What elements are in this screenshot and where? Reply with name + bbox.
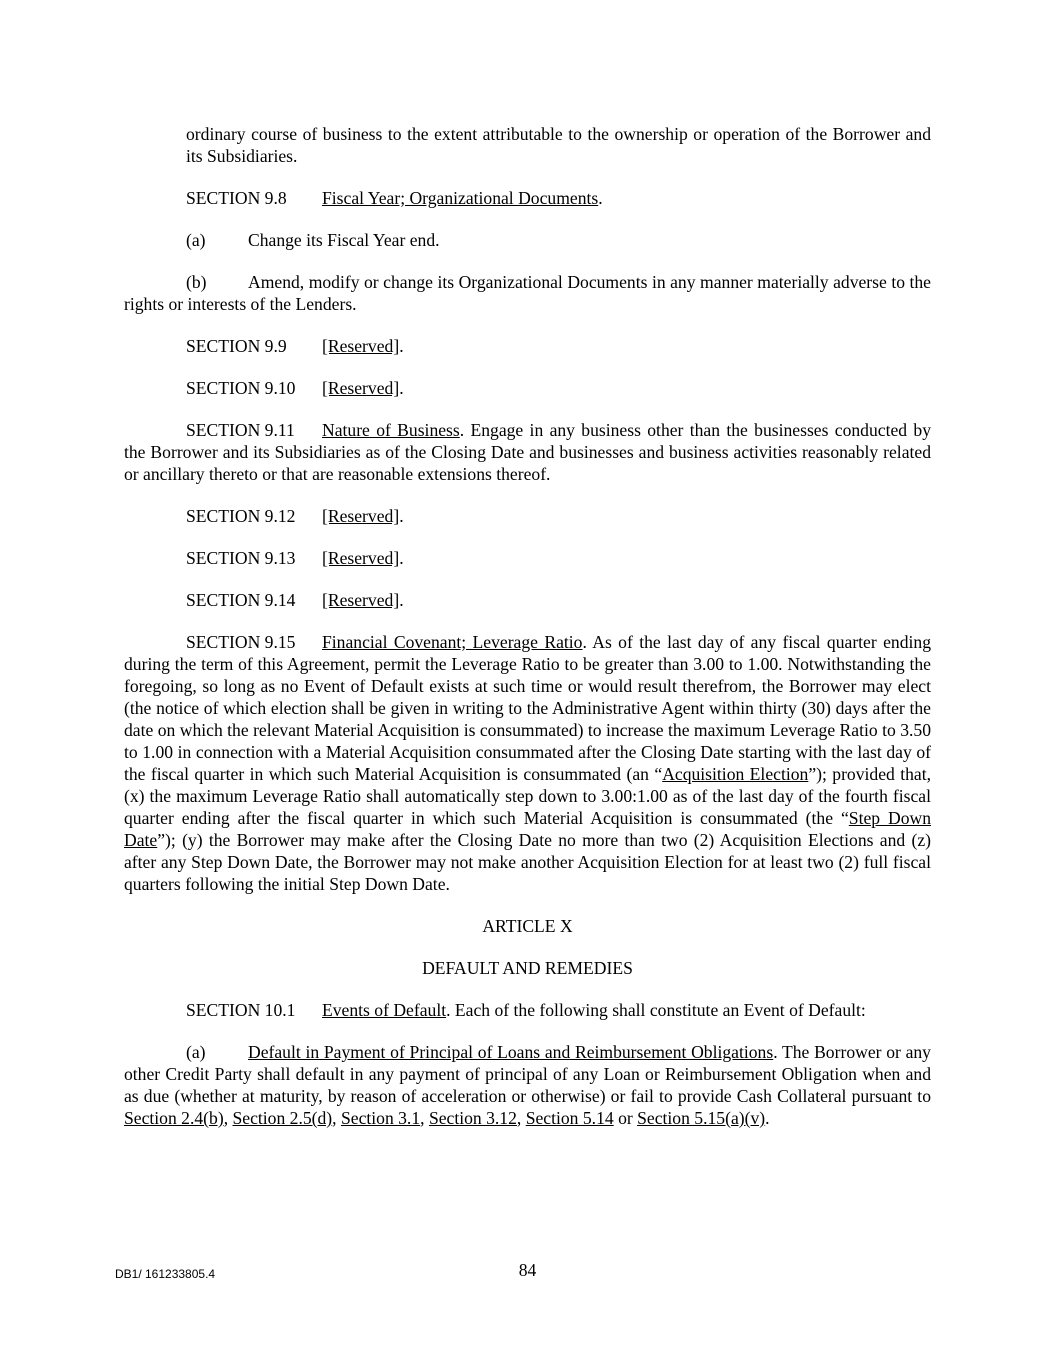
section-text: . Each of the following shall constitute an Event of Default: [446, 1000, 866, 1020]
article-number: ARTICLE X [482, 916, 573, 936]
section-number: SECTION 9.12 [186, 506, 296, 526]
section-title: Nature of Business [322, 420, 460, 440]
section-number: SECTION 10.1 [186, 1000, 296, 1020]
clause-text: Amend, modify or change its Organizational Documents in any manner materially adverse to the rights or interests of the Lenders. [124, 272, 931, 314]
article-title: DEFAULT AND REMEDIES [422, 958, 633, 978]
section-9-11 [124, 419, 931, 485]
section-9-9-heading: SECTION 9.9 [Reserved]. [186, 336, 404, 356]
defined-term: Acquisition Election [662, 764, 809, 784]
section-number: SECTION 9.14 [186, 590, 296, 610]
cross-reference: Section 3.12 [428, 1108, 517, 1128]
continuation-paragraph [124, 123, 931, 167]
clause-label: (a) [186, 1042, 206, 1062]
section-title: [Reserved] [322, 378, 400, 398]
clause-text: Change its Fiscal Year end. [248, 230, 440, 250]
cross-reference: Section 2.4(b) [124, 1108, 224, 1128]
section-9-8-b [124, 271, 931, 315]
section-9-8-a [124, 229, 931, 251]
section-number: SECTION 9.13 [186, 548, 296, 568]
section-title: Events of Default [322, 1000, 447, 1020]
section-number: SECTION 9.11 [186, 420, 295, 440]
page-number: 84 [518, 1260, 537, 1280]
section-title: Fiscal Year; Organizational Documents [322, 188, 599, 208]
section-9-14-heading: SECTION 9.14 [Reserved]. [186, 590, 404, 610]
section-number: SECTION 9.15 [186, 632, 296, 652]
section-title: [Reserved] [322, 506, 400, 526]
section-9-8-heading: SECTION 9.8 Fiscal Year; Organizational Documents. [186, 188, 603, 208]
clause-label: (b) [186, 272, 207, 292]
defined-term: Step Down Date [124, 808, 932, 850]
section-10-1 [124, 999, 931, 1021]
document-id: DB1/ 161233805.4 [115, 1267, 216, 1281]
section-9-15: SECTION 9.15 Financial Covenant; Leverage Ratio. As of the last day of any fiscal quarter ending during the term of this Agreement, permit the Leverage Ratio to be greater than 3.00 to 1.00. Notwithstanding the foregoing, so long as no Event of Default exists at such time or would result therefrom, the Borrower may elect (the notice of which election shall be given in writing to the Administrative Agent within thirty (30) days after the date on which the relevant Material Acquisition is consummated) to increase the maximum Leverage Ratio to 3.50 to 1.00 in connection with a Material Acquisition consummated after the Closing Date starting with the last day of the fiscal quarter in which such Material Acquisition is consummated (an “Acquisition Election”); provided that, (x) the maximum Leverage Ratio shall automatically step down to 3.00:1.00 as of the last day of the fourth fiscal quarter ending after the fiscal quarter in which such Material Acquisition is consummated (the “Step Down Date”); (y) the Borrower may make after the Closing Date no more than two (2) Acquisition Elections and (z) after any Step Down Date, the Borrower may not make another Acquisition Election for at least two (2) full fiscal quarters following the initial Step Down Date. [124, 632, 932, 894]
clause-title: Default in Payment of Principal of Loans and Reimbursement Obligations [248, 1042, 774, 1062]
cross-reference: Section 3.1 [340, 1108, 421, 1128]
cross-reference: Section 5.14 [525, 1108, 614, 1128]
section-9-13-heading: SECTION 9.13 [Reserved]. [186, 548, 404, 568]
cross-reference: Section 5.15(a)(v) [637, 1108, 766, 1128]
section-text: . Engage in any business other than the businesses conducted by the Borrower and its Subsidiaries as of the Closing Date and businesses and business activities reasonably related or ancillary thereto or that are reasonable extensions thereof. [124, 420, 931, 484]
document-page [124, 123, 931, 1129]
section-title: [Reserved] [322, 336, 400, 356]
section-title: [Reserved] [322, 590, 400, 610]
section-9-12-heading: SECTION 9.12 [Reserved]. [186, 506, 404, 526]
section-number: SECTION 9.9 [186, 336, 287, 356]
section-9-10-heading: SECTION 9.10 [Reserved]. [186, 378, 404, 398]
section-title: Financial Covenant; Leverage Ratio [322, 632, 583, 652]
section-title: [Reserved] [322, 548, 400, 568]
section-number: SECTION 9.10 [186, 378, 296, 398]
cross-reference: Section 2.5(d) [232, 1108, 333, 1128]
paragraph-text: ordinary course of business to the extent attributable to the ownership or operation of the Borrower and its Subsidiaries. [186, 124, 931, 166]
section-10-1-a: (a) Default in Payment of Principal of Loans and Reimbursement Obligations. The Borrower or any other Credit Party shall default in any payment of principal of any Loan or Reimbursement Obligation when and as due (whether at maturity, by reason of acceleration or otherwise) or fail to provide Cash Collateral pursuant to Section 2.4(b), Section 2.5(d), Section 3.1, Section 3.12, Section 5.14 or Section 5.15(a)(v). [124, 1042, 931, 1128]
clause-label: (a) [186, 230, 206, 250]
section-number: SECTION 9.8 [186, 188, 287, 208]
